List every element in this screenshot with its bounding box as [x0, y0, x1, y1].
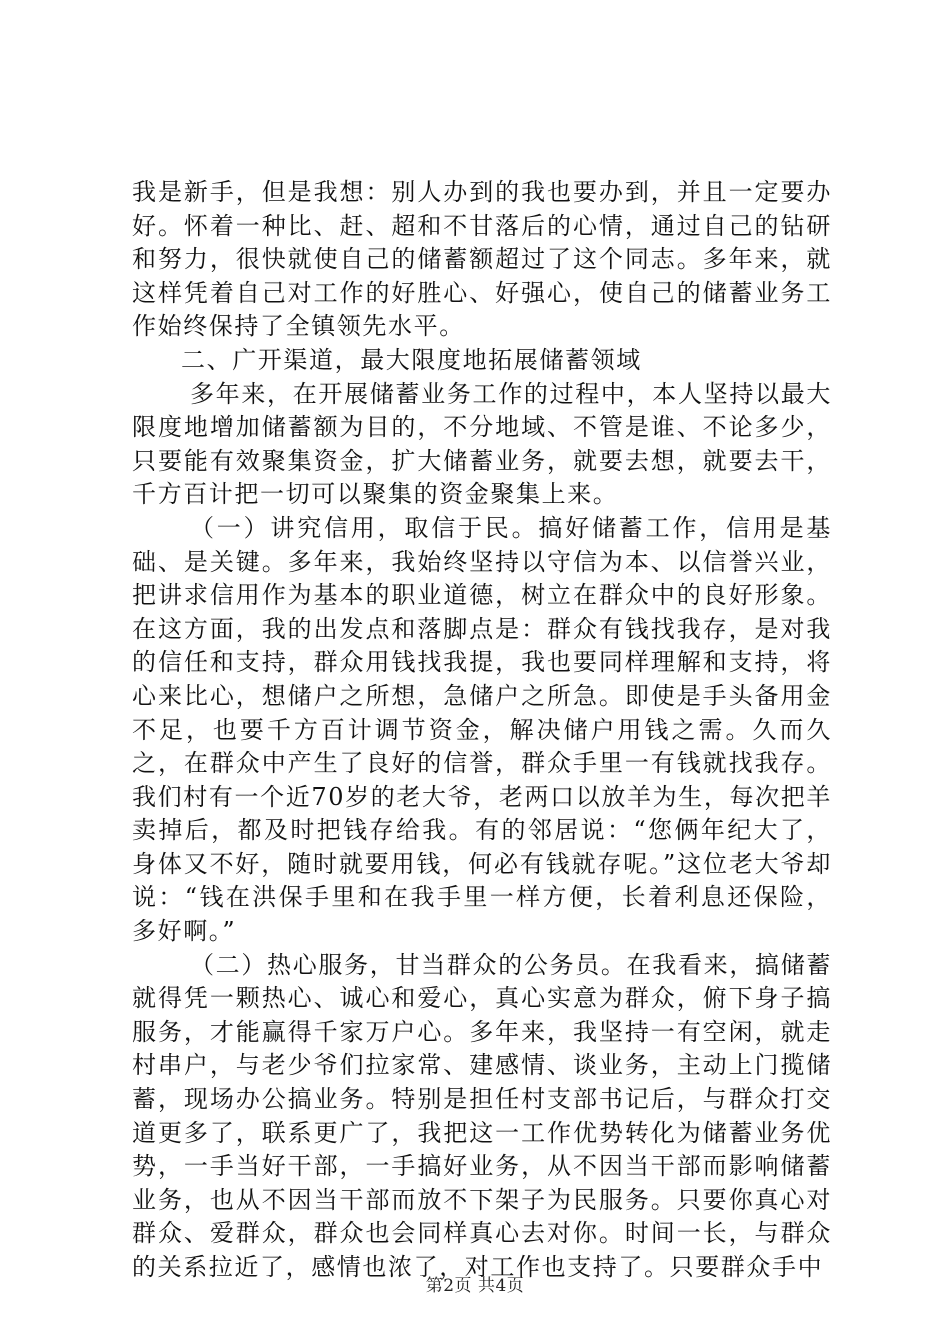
section-heading: 二、广开渠道，最大限度地拓展储蓄领域 — [181, 345, 642, 374]
paragraph-continued: 我是新手，但是我想：别人办到的我也要办到，并且一定要办好。怀着一种比、赶、超和不甘落后的心情，通过自己的钻研和努力，很快就使自己的储蓄额超过了这个同志。多年来，就这样凭着自己对工作的好胜心、好强心，使自己的储蓄业务工作始终保持了全镇领先水平。 — [132, 178, 832, 341]
page-footer: 第2页 共4页 — [425, 1276, 525, 1296]
paragraph-subsection-2: （二）热心服务，甘当群众的公务员。在我看来，搞储蓄就得凭一颗热心、诚心和爱心，真心实意为群众，俯下身子搞服务，才能赢得千家万户心。多年来，我坚持一有空闲，就走村串户，与老少爷们拉家常、建感情、谈业务，主动上门揽储蓄，现场办公搞业务。特别是担任村支部书记后，与群众打交道更多了，联系更广了，我把这一工作优势转化为储蓄业务优势，一手当好干部，一手搞好业务，从不因当干部而影响储蓄业务，也从不因当干部而放不下架子为民服务。只要你真心对群众、爱群众，群众也会同样真心去对你。时间一长，与群众的关系拉近了，感情也浓了，对工作也支持了。只要群众手中 — [132, 950, 832, 1281]
document-body — [132, 176, 832, 1285]
paragraph-subsection-1: （一）讲究信用，取信于民。搞好储蓄工作，信用是基础、是关键。多年来，我始终坚持以守信为本、以信誉兴业，把讲求信用作为基本的职业道德，树立在群众中的良好形象。在这方面，我的出发点和落脚点是：群众有钱找我存，是对我的信任和支持，群众用钱找我提，我也要同样理解和支持，将心来比心，想储户之所想，急储户之所急。即使是手头备用金不足，也要千方百计调节资金，解决储户用钱之需。久而久之，在群众中产生了良好的信誉，群众手里一有钱就找我存。我们村有一个近70岁的老大爷，老两口以放羊为生，每次把羊卖掉后，都及时把钱存给我。有的邻居说：“您俩年纪大了，身体又不好，随时就要用钱，何必有钱就存呢。”这位老大爷却说：“钱在洪保手里和在我手里一样方便，长着利息还保险，多好啊。” — [132, 513, 832, 946]
paragraph-section-intro: 多年来，在开展储蓄业务工作的过程中，本人坚持以最大限度地增加储蓄额为目的，不分地域、不管是谁、不论多少，只要能有效聚集资金，扩大储蓄业务，就要去想，就要去干，千方百计把一切可以聚集的资金聚集上来。 — [132, 379, 832, 509]
